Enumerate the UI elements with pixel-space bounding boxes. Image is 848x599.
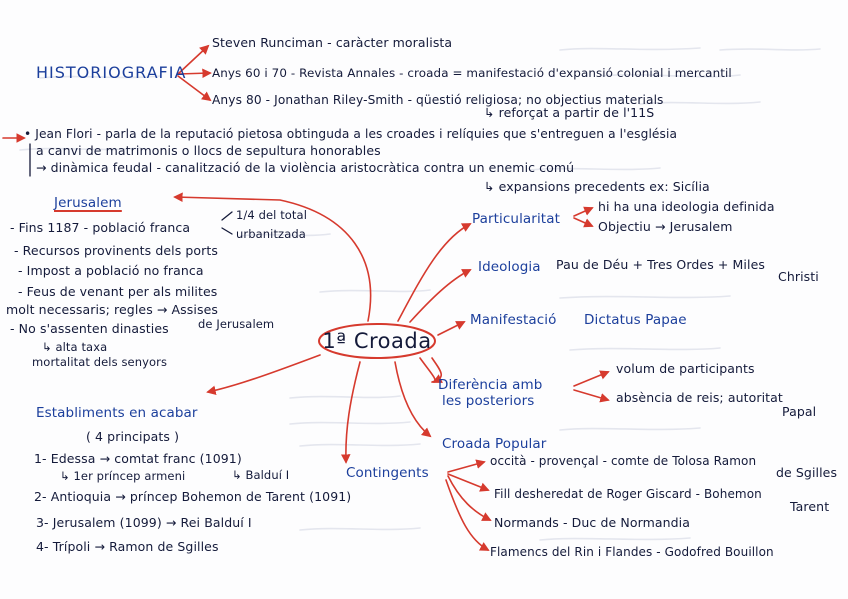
jerusalem-item: urbanitzada bbox=[236, 227, 306, 241]
flori-line: • Jean Flori - parla de la reputació pietosa obtinguda a les croades i relíquies que s'entreguen a l'església bbox=[24, 127, 678, 141]
contingent-item: occità - provençal - comte de Tolosa Ramon bbox=[490, 454, 757, 468]
jerusalem-item: 1/4 del total bbox=[236, 208, 307, 222]
jerusalem-item: - No s'assenten dinasties bbox=[10, 321, 169, 336]
particularitat-item: hi ha una ideologia definida bbox=[598, 199, 775, 214]
particularitat-label: Particularitat bbox=[472, 211, 560, 227]
jerusalem-item: de Jerusalem bbox=[198, 317, 275, 331]
contingents-label: Contingents bbox=[346, 465, 429, 481]
jerusalem-item: - Recursos provinents dels ports bbox=[14, 243, 219, 258]
central-node bbox=[316, 321, 438, 361]
jerusalem-item: - Feus de venant per als milites bbox=[18, 284, 218, 299]
jerusalem-item: ↳ alta taxa bbox=[42, 340, 108, 354]
diferencia-item: volum de participants bbox=[616, 361, 755, 376]
central-node-label: 1ª Croada bbox=[322, 329, 432, 353]
historiografia-item: Anys 60 i 70 - Revista Annales - croada = manifestació d'expansió colonial i mercantil bbox=[212, 66, 732, 80]
jerusalem-title: Jerusalem bbox=[54, 195, 122, 211]
contingent-item: Normands - Duc de Normandia bbox=[494, 515, 691, 530]
diferencia-item: Papal bbox=[782, 404, 817, 419]
establiment-item: 3- Jerusalem (1099) → Rei Balduí I bbox=[36, 515, 252, 530]
particularitat-item: Objectiu → Jerusalem bbox=[598, 219, 733, 234]
establiments-title: Establiments en acabar bbox=[36, 405, 198, 421]
contingent-item: Flamencs del Rin i Flandes - Godofred Bouillon bbox=[490, 545, 774, 559]
manifestacio-label: Manifestació bbox=[470, 312, 557, 328]
croada-popular-label: Croada Popular bbox=[442, 436, 547, 452]
establiment-item: ↳ 1er príncep armeni bbox=[60, 469, 186, 483]
historiografia-item: Steven Runciman - caràcter moralista bbox=[212, 35, 453, 50]
flori-line: ↳ expansions precedents ex: Sicília bbox=[484, 179, 710, 194]
historiografia-item: ↳ reforçat a partir de l'11S bbox=[484, 105, 655, 120]
establiment-item: 2- Antioquia → príncep Bohemon de Tarent (1091) bbox=[34, 489, 352, 504]
diferencia-label: Diferència amb bbox=[438, 377, 543, 393]
historiografia-title: HISTORIOGRAFIA bbox=[36, 63, 187, 82]
establiment-item: 1- Edessa → comtat franc (1091) bbox=[34, 451, 242, 466]
ideologia-text: Christi bbox=[778, 269, 819, 284]
ideologia-text: Pau de Déu + Tres Ordes + Miles bbox=[556, 257, 765, 272]
establiment-item: 4- Trípoli → Ramon de Sgilles bbox=[36, 539, 219, 554]
contingent-item: de Sgilles bbox=[776, 465, 838, 480]
jerusalem-item: - Impost a població no franca bbox=[18, 263, 204, 278]
contingent-item: Tarent bbox=[790, 499, 830, 514]
diferencia-label: les posteriors bbox=[442, 393, 535, 409]
jerusalem-item: molt necessaris; regles → Assises bbox=[6, 302, 218, 317]
ideologia-label: Ideologia bbox=[478, 259, 541, 275]
diferencia-item: absència de reis; autoritat bbox=[616, 390, 783, 405]
contingent-item: Fill desheredat de Roger Giscard - Bohemon bbox=[494, 487, 762, 501]
flori-line: a canvi de matrimonis o llocs de sepultura honorables bbox=[36, 143, 381, 158]
manifestacio-text: Dictatus Papae bbox=[584, 312, 687, 328]
flori-line: → dinàmica feudal - canalització de la violència aristocràtica contra un enemic comú bbox=[36, 160, 575, 175]
establiments-subtitle: ( 4 principats ) bbox=[86, 429, 180, 444]
jerusalem-item: mortalitat dels senyors bbox=[32, 355, 168, 369]
establiment-item: ↳ Balduí I bbox=[232, 468, 290, 482]
historiografia-item: Anys 80 - Jonathan Riley-Smith - qüestió religiosa; no objectius materials bbox=[212, 93, 664, 107]
jerusalem-item: - Fins 1187 - població franca bbox=[10, 220, 191, 235]
